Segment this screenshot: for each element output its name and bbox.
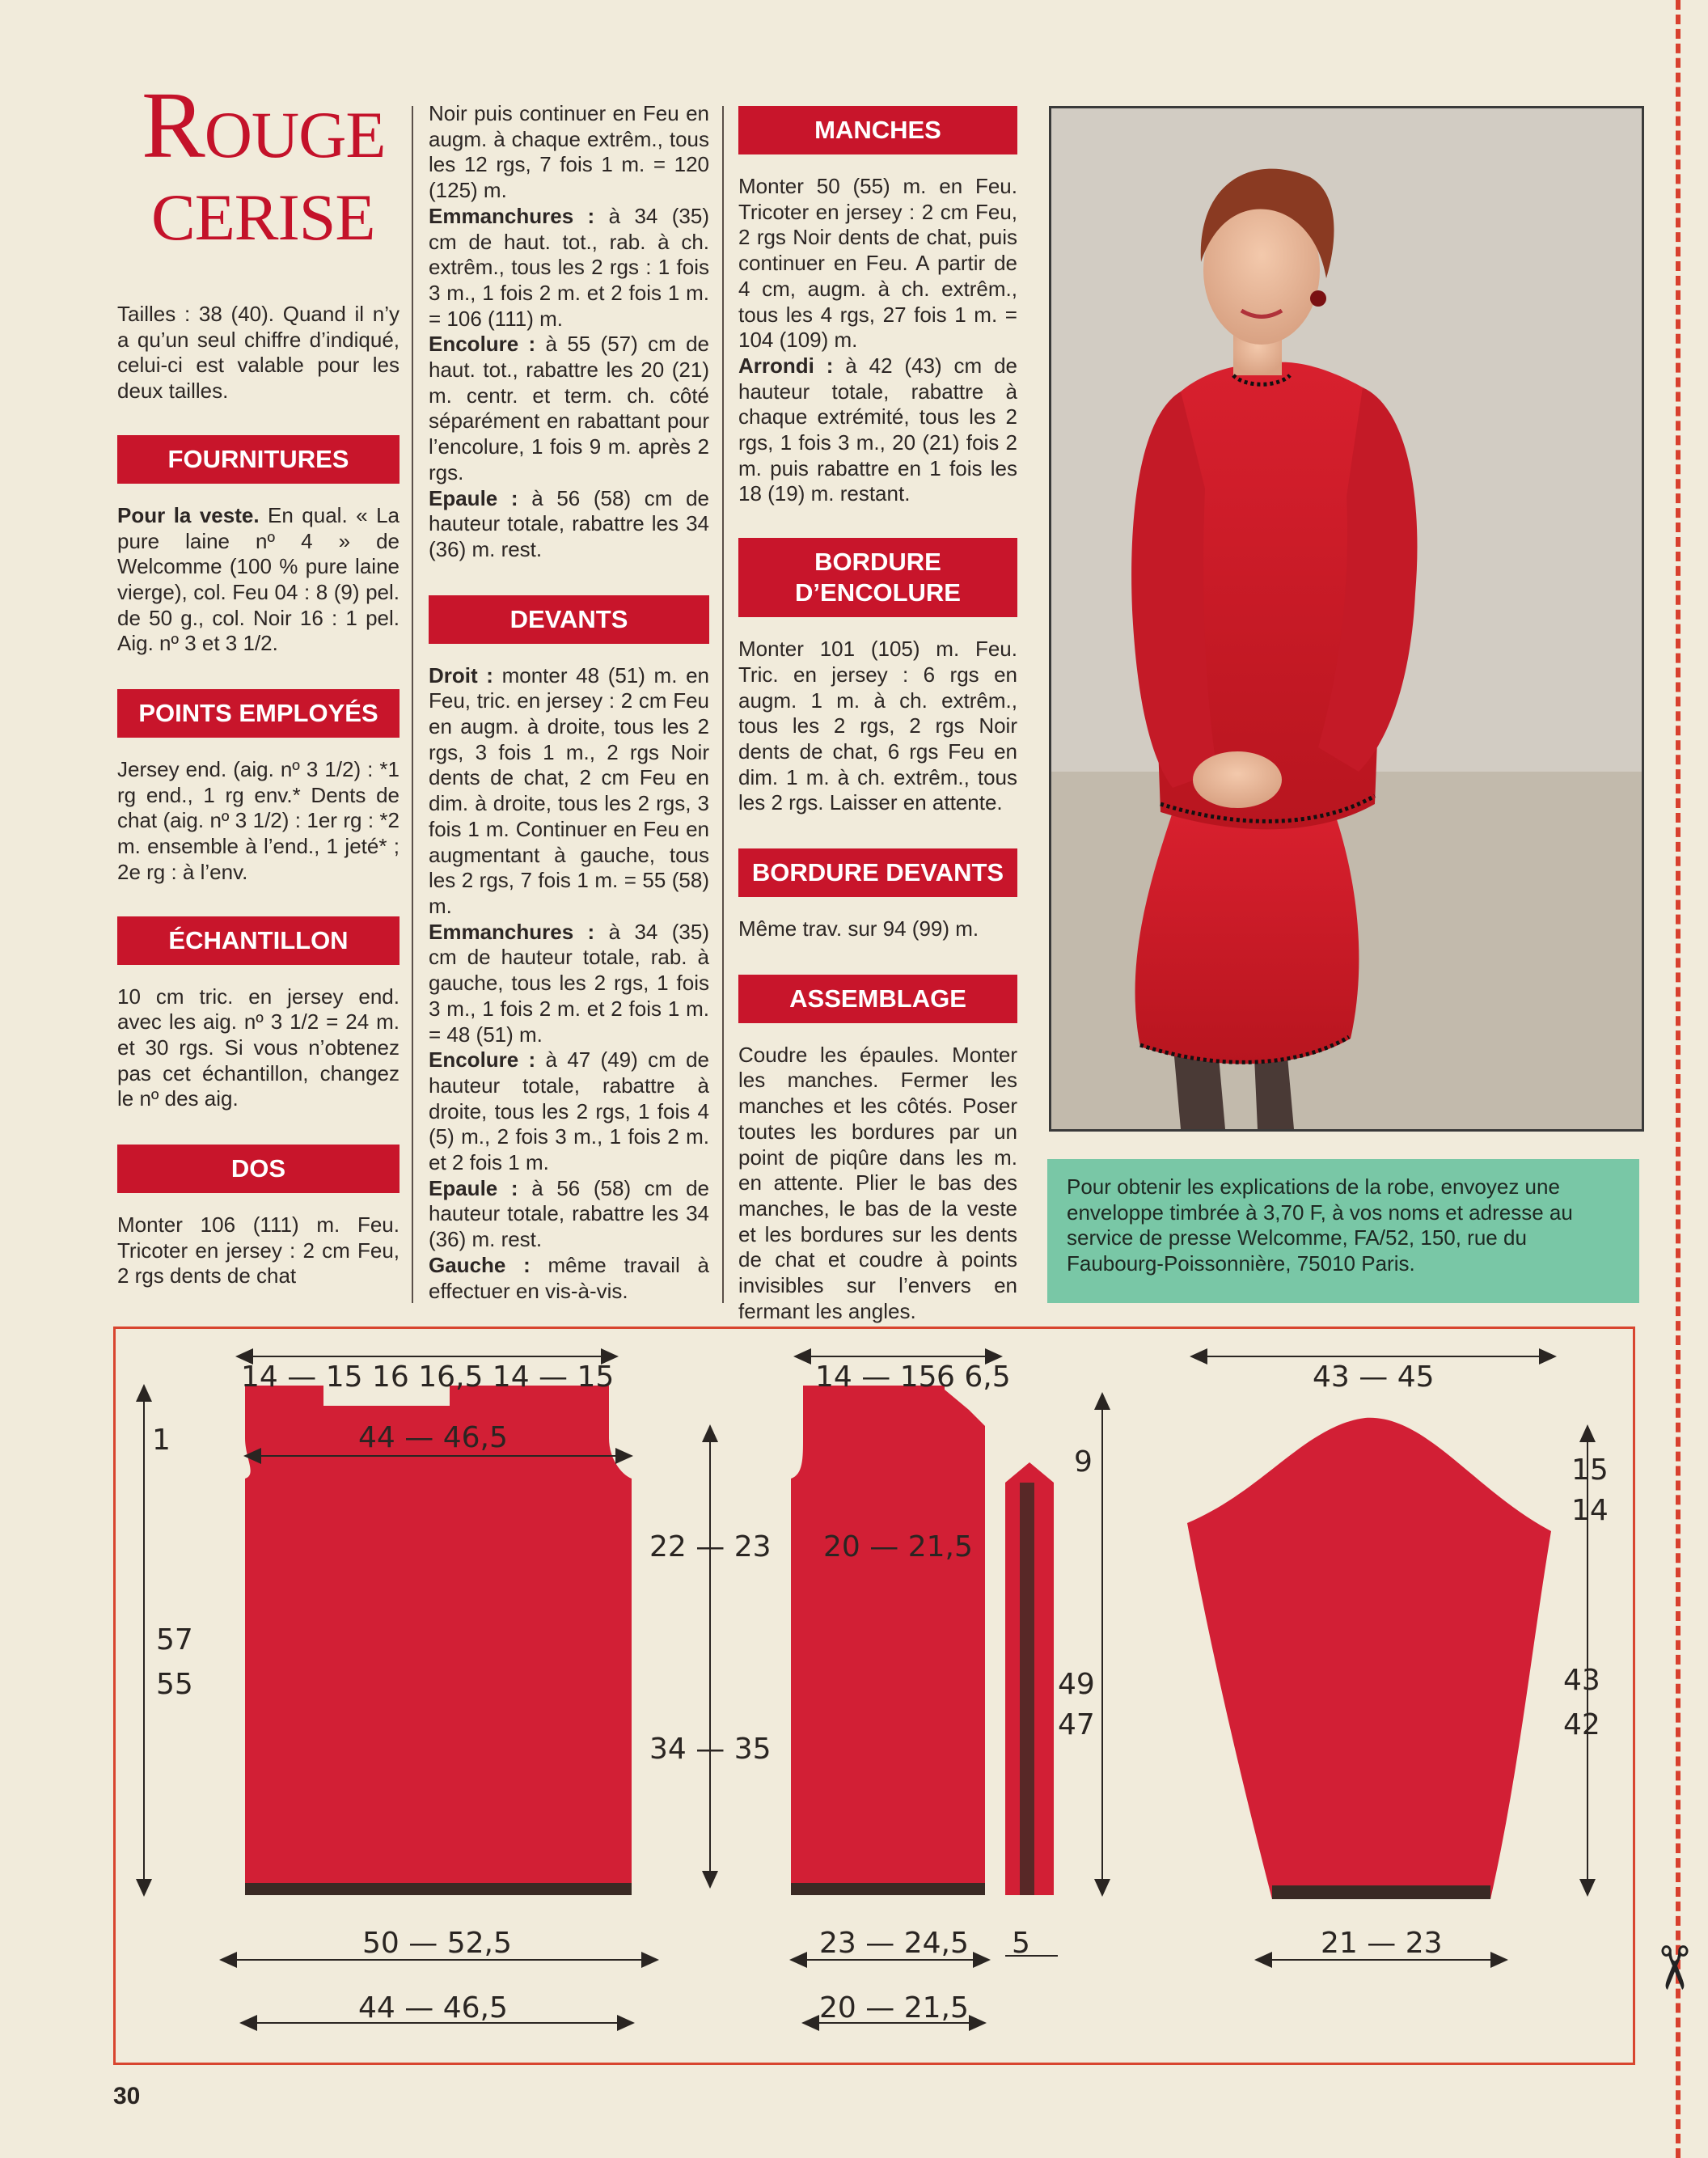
band-length-dim-2: 47 — [1058, 1708, 1095, 1741]
dos-encolure — [429, 332, 709, 485]
dos-header: DOS — [117, 1145, 400, 1193]
dos-encolure-label: Encolure : — [429, 332, 536, 357]
sleeve-shape — [1187, 1418, 1551, 1899]
hands — [1193, 751, 1282, 808]
model-illustration — [1051, 108, 1642, 1129]
page-number: 30 — [113, 2083, 141, 2109]
front-bottom-dim-2: 20 — 21,5 — [819, 1991, 969, 2025]
band-height-dim: 9 — [1074, 1445, 1093, 1479]
front-bottom-dim-1: 23 — 24,5 — [819, 1927, 969, 1960]
model-photo — [1049, 106, 1644, 1132]
back-total-height-2: 55 — [156, 1668, 193, 1701]
assemblage-header: ASSEMBLAGE — [738, 975, 1017, 1023]
sleeve-top-dim: 43 — 45 — [1313, 1360, 1435, 1394]
front-piece-shape — [791, 1386, 985, 1895]
dos-encolure-body: à 55 (57) cm de haut. tot., rabattre les 20 (21) m. centr. et term. ch. côté séparément en rabattant pour l’encolure, 1 fois 9 m. après 2 rgs. — [429, 332, 709, 484]
echantillon-header: ÉCHANTILLON — [117, 916, 400, 965]
devants-encolure — [429, 1047, 709, 1176]
title-rest: OUGE — [204, 98, 386, 171]
cut-line — [1676, 0, 1681, 2158]
front-top-dim: 14 — 15 — [815, 1360, 937, 1394]
info-box: Pour obtenir les explications de la robe, envoyez une enveloppe timbrée à 3,70 F, à vos noms et adresse au service de presse Welcomme, FA/52, 150, rue du Faubourg-Poissonnière, 75010 Paris. — [1047, 1159, 1639, 1303]
bordure-encolure-header-l1: BORDURE — [814, 548, 941, 577]
sleeve-length-dim-2: 42 — [1563, 1708, 1600, 1741]
manches-text: Monter 50 (55) m. en Feu. Tricoter en jersey : 2 cm Feu, 2 rgs Noir dents de chat, puis continuer en Feu. A partir de 4 cm, augm. à ch. extrêm., tous les 4 rgs, 27 fois 1 m. = 104 (109) m. — [738, 174, 1017, 353]
sleeve-cap-dim-2: 14 — [1571, 1494, 1609, 1527]
devants-emmanchures-body: à 34 (35) cm de hauteur totale, rab. à gauche, tous les 2 rgs, 1 fois 3 m., 1 fois 2 m. et 2 fois 1 m. = 48 (51) m. — [429, 919, 709, 1047]
manches-arrondi-label: Arrondi : — [738, 353, 834, 378]
dos-epaule-label: Epaule : — [429, 485, 518, 510]
front-band-stripe — [1020, 1483, 1034, 1895]
devants-droit-label: Droit : — [429, 662, 493, 688]
back-piece-shape — [245, 1386, 632, 1895]
dos-epaule — [429, 486, 709, 563]
front-neck-dim: 6 6,5 — [936, 1360, 1011, 1394]
back-hem-band — [245, 1883, 632, 1895]
bordure-encolure-header-l2: D’ENCOLURE — [795, 578, 961, 607]
front-width-dim: 20 — 21,5 — [823, 1530, 973, 1563]
manches-header: MANCHES — [738, 106, 1017, 154]
back-top-dim: 14 — 15 16 16,5 14 — 15 — [241, 1360, 615, 1394]
dos-epaule-body: à 56 (58) cm de hauteur totale, rabattre les 34 (36) m. rest. — [429, 485, 709, 561]
bordure-devants-text: Même trav. sur 94 (99) m. — [738, 916, 979, 941]
fournitures-body: En qual. « La pure laine nº 4 » de Welcomme (100 % pure laine vierge), col. Feu 04 : 8 (9) pel. de 50 g., col. Noir 16 : 1 pel. Aig. nº 3 et 3 1/2. — [117, 502, 400, 656]
fournitures-text — [117, 503, 400, 657]
front-hem-band — [791, 1883, 985, 1895]
title-line-1 — [142, 72, 386, 178]
armhole-dim: 22 — 23 — [649, 1530, 772, 1563]
back-bottom-dim-1: 50 — 52,5 — [362, 1927, 512, 1960]
manches-arrondi — [738, 353, 1017, 507]
scissors-icon: ✂ — [1638, 1942, 1708, 1994]
dos-continued: Noir puis continuer en Feu en augm. à chaque extrêm., tous les 12 rgs, 7 fois 1 m. = 120 (125) m. — [429, 101, 709, 203]
back-width-dim: 44 — 46,5 — [358, 1421, 508, 1454]
bordure-devants-header: BORDURE DEVANTS — [738, 848, 1017, 897]
intro-text: Tailles : 38 (40). Quand il n’y a qu’un seul chiffre d’indiqué, celui-ci est valable pour les deux tailles. — [117, 302, 400, 404]
dos-text: Monter 106 (111) m. Feu. Tricoter en jersey : 2 cm Feu, 2 rgs dents de chat — [117, 1212, 400, 1288]
assemblage-text: Coudre les épaules. Monter les manches. Fermer les manches et les côtés. Poser toutes les bordures par un point de piqûre dans les m. en attente. Plier le bas des manches, le bas de la veste et les bordures sur les dents de chat et coudre à points invisibles sur l’envers en fermant les angles. — [738, 1042, 1017, 1323]
skirt — [1135, 812, 1359, 1064]
echantillon-text: 10 cm tric. en jersey end. avec les aig. nº 3 1/2 = 24 m. et 30 rgs. Si vous n’obtenez pas cet échantillon, changez le nº des aig. — [117, 984, 400, 1111]
manches-arrondi-body: à 42 (43) cm de hauteur totale, rabattre à chaque extrémité, tous les 2 rgs, 1 fois 3 m., 20 (21) fois 2 m. puis rabattre en 1 fois les 18 (19) m. restant. — [738, 353, 1017, 506]
earring — [1310, 290, 1326, 307]
devants-epaule-body: à 56 (58) cm de hauteur totale, rabattre les 34 (36) m. rest. — [429, 1175, 709, 1252]
column-3 — [738, 106, 1017, 1325]
column-divider-2 — [722, 106, 724, 1303]
devants-encolure-label: Encolure : — [429, 1047, 536, 1073]
points-header: POINTS EMPLOYÉS — [117, 689, 400, 738]
devants-gauche — [429, 1253, 709, 1304]
devants-encolure-body: à 47 (49) cm de hauteur totale, rabattre à droite, tous les 2 rgs, 1 fois 4 (5) m., 2 fois 3 m., 1 fois 2 m. et 2 fois 1 m. — [429, 1047, 709, 1175]
devants-gauche-label: Gauche : — [429, 1252, 531, 1277]
title-line-2: CERISE — [151, 180, 375, 254]
band-length-dim-1: 49 — [1058, 1668, 1095, 1701]
dos-emmanchures — [429, 204, 709, 332]
body-height-dim: 34 — 35 — [649, 1733, 772, 1766]
fournitures-header: FOURNITURES — [117, 435, 400, 484]
devants-droit — [429, 663, 709, 920]
devants-epaule-label: Epaule : — [429, 1175, 518, 1200]
bordure-encolure-text: Monter 101 (105) m. Feu. Tric. en jersey : 6 rgs en augm. 1 m. à ch. extrêm., tous les 2 rgs, 2 rgs Noir dents de chat, 6 rgs Feu en dim. 1 m. à ch. extrêm., tous les 2 rgs. Laisser en attente. — [738, 637, 1017, 815]
pattern-title — [142, 72, 386, 259]
sleeve-bottom-dim: 21 — 23 — [1321, 1927, 1443, 1960]
dos-emmanchures-label: Emmanchures : — [429, 203, 595, 228]
column-divider-1 — [412, 106, 413, 1303]
devants-gauche-body: même travail à effectuer en vis-à-vis. — [429, 1252, 710, 1303]
devants-emmanchures-label: Emmanchures : — [429, 919, 595, 944]
column-1 — [117, 302, 400, 1289]
fournitures-lead: Pour la veste. — [117, 502, 260, 527]
band-width-dim: 5 — [1012, 1927, 1030, 1960]
dos-emmanchures-body: à 34 (35) cm de haut. tot., rab. à ch. extrêm., tous les 2 rgs : 1 fois 3 m., 1 fois 2 m. et 2 fois 1 m. = 106 (111) m. — [429, 203, 709, 331]
title-initial: R — [142, 72, 205, 178]
devants-epaule — [429, 1176, 709, 1253]
pattern-diagram — [113, 1327, 1635, 2065]
column-2 — [429, 101, 709, 1304]
bordure-encolure-header — [738, 538, 1017, 617]
devants-header: DEVANTS — [429, 595, 709, 644]
sleeve-length-dim-1: 43 — [1563, 1664, 1600, 1697]
points-text: Jersey end. (aig. nº 3 1/2) : *1 rg end., 1 rg env.* Dents de chat (aig. nº 3 1/2) : 1er rg : *2 m. ensemble à l’end., 1 jeté* ; 2e rg : à l’env. — [117, 757, 400, 884]
devants-emmanchures — [429, 920, 709, 1048]
sleeve-cap-dim-1: 15 — [1571, 1453, 1609, 1487]
back-total-height-1: 57 — [156, 1623, 193, 1657]
back-neck-dim: 1 — [152, 1424, 171, 1457]
back-bottom-dim-2: 44 — 46,5 — [358, 1991, 508, 2025]
sleeve-hem-band — [1272, 1885, 1490, 1899]
devants-droit-body: monter 48 (51) m. en Feu, tric. en jersey : 2 cm Feu en augm. à droite, tous les 2 rgs, 3 fois 1 m., 2 rgs Noir dents de chat, 2 cm Feu en dim. à droite, tous les 2 rgs, 3 fois 1 m. Continuer en Feu en augmentant à gauche, tous les 2 rgs, 7 fois 1 m. = 55 (58) m. — [429, 662, 709, 918]
